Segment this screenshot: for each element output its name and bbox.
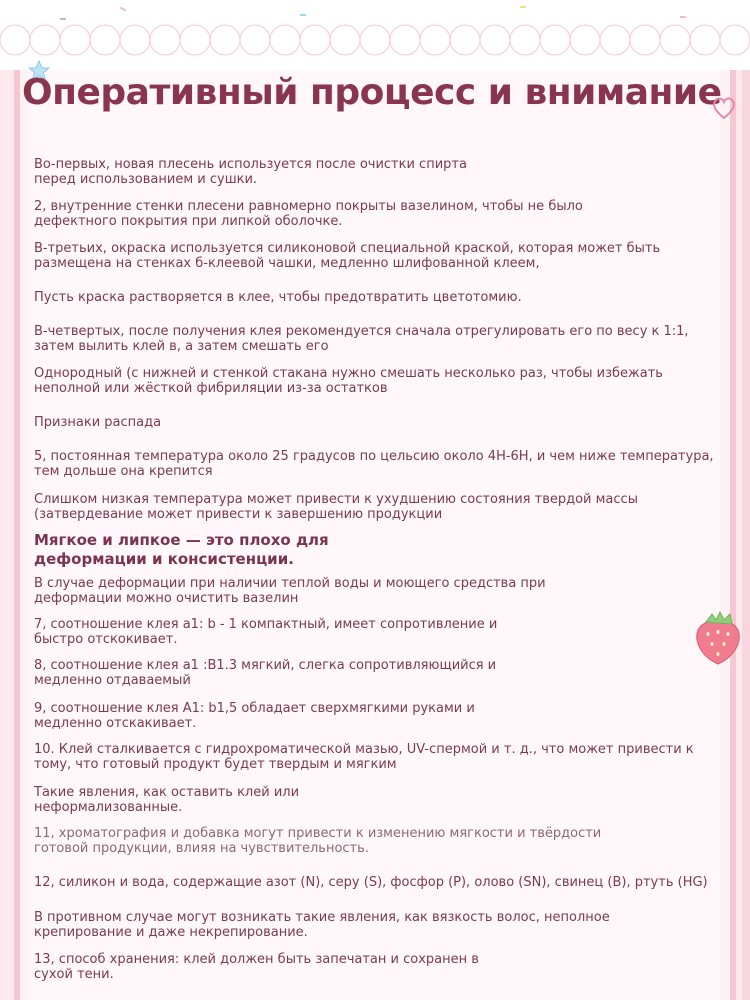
- paragraph-18: 12, силикон и вода, содержащие азот (N), серу (S), фосфор (P), олово (SN), свинец (B), ртуть (HG): [34, 875, 708, 890]
- paragraph-17: 11, хроматография и добавка могут привести к изменению мягкости и твёрдости готовой продукции, влияя на чувствительность.: [34, 826, 602, 856]
- paragraph-9: Слишком низкая температура может привести к ухудшению состояния твердой массы (затвердевание может привести к завершению продукции: [34, 492, 638, 522]
- paragraph-19: В противном случае могут возникать такие явления, как вязкость волос, неполное крепирование и даже некрепирование.: [34, 910, 610, 940]
- paragraph-20: 13, способ хранения: клей должен быть запечатан и сохранен в сухой тени.: [34, 952, 479, 982]
- paragraph-2: 2, внутренние стенки плесени равномерно покрыты вазелином, чтобы не было дефектного покрытия при липкой оболочке.: [34, 199, 583, 229]
- paragraph-15: 10. Клей сталкивается с гидрохроматической мазью, UV-спермой и т. д., что может привести к тому, что готовый продукт будет твердым и мягким: [34, 742, 694, 772]
- paragraph-14: 9, соотношение клея A1: b1,5 обладает сверхмягкими руками и медленно отскакивает.: [34, 701, 475, 731]
- paragraph-4: Пусть краска растворяется в клее, чтобы предотвратить цветотомию.: [34, 290, 522, 305]
- paragraph-3: В-третьих, окраска используется силиконовой специальной краской, которая может быть размещена на стенках б-клеевой чашки, медленно шлифованной клеем,: [34, 241, 661, 271]
- heart-icon: [710, 92, 738, 122]
- paragraph-6: Однородный (с нижней и стенкой стакана нужно смешать несколько раз, чтобы избежать неполной или жёсткой фибриляции из-за остатков: [34, 366, 663, 396]
- page-title: Оперативный процесс и внимание: [22, 72, 722, 113]
- paragraph-16: Такие явления, как оставить клей или неформализованные.: [34, 785, 300, 815]
- paragraph-8: 5, постоянная температура около 25 градусов по цельсию около 4H-6H, и чем ниже температура, тем дольше она крепится: [34, 449, 714, 479]
- paragraph-12: 7, соотношение клея a1: b - 1 компактный, имеет сопротивление и быстро отскокивает.: [34, 617, 498, 647]
- paragraph-10: Мягкое и липкое — это плохо для деформации и консистенции.: [34, 531, 329, 568]
- lace-scallops: [0, 0, 750, 70]
- paragraph-13: 8, соотношение клея a1 :B1.3 мягкий, слегка сопротивляющийся и медленно отдаваемый: [34, 658, 497, 688]
- lace-border: [0, 0, 750, 70]
- paragraph-1: Во-первых, новая плесень используется после очистки спирта перед использованием и сушки.: [34, 157, 467, 187]
- paragraph-11: В случае деформации при наличии теплой воды и моющего средства при деформации можно очистить вазелин: [34, 576, 546, 606]
- paragraph-5: В-четвертых, после получения клея рекомендуется сначала отрегулировать его по весу к 1:1, затем вылить клей в, а затем смешать его: [34, 324, 689, 354]
- paragraph-7: Признаки распада: [34, 415, 162, 430]
